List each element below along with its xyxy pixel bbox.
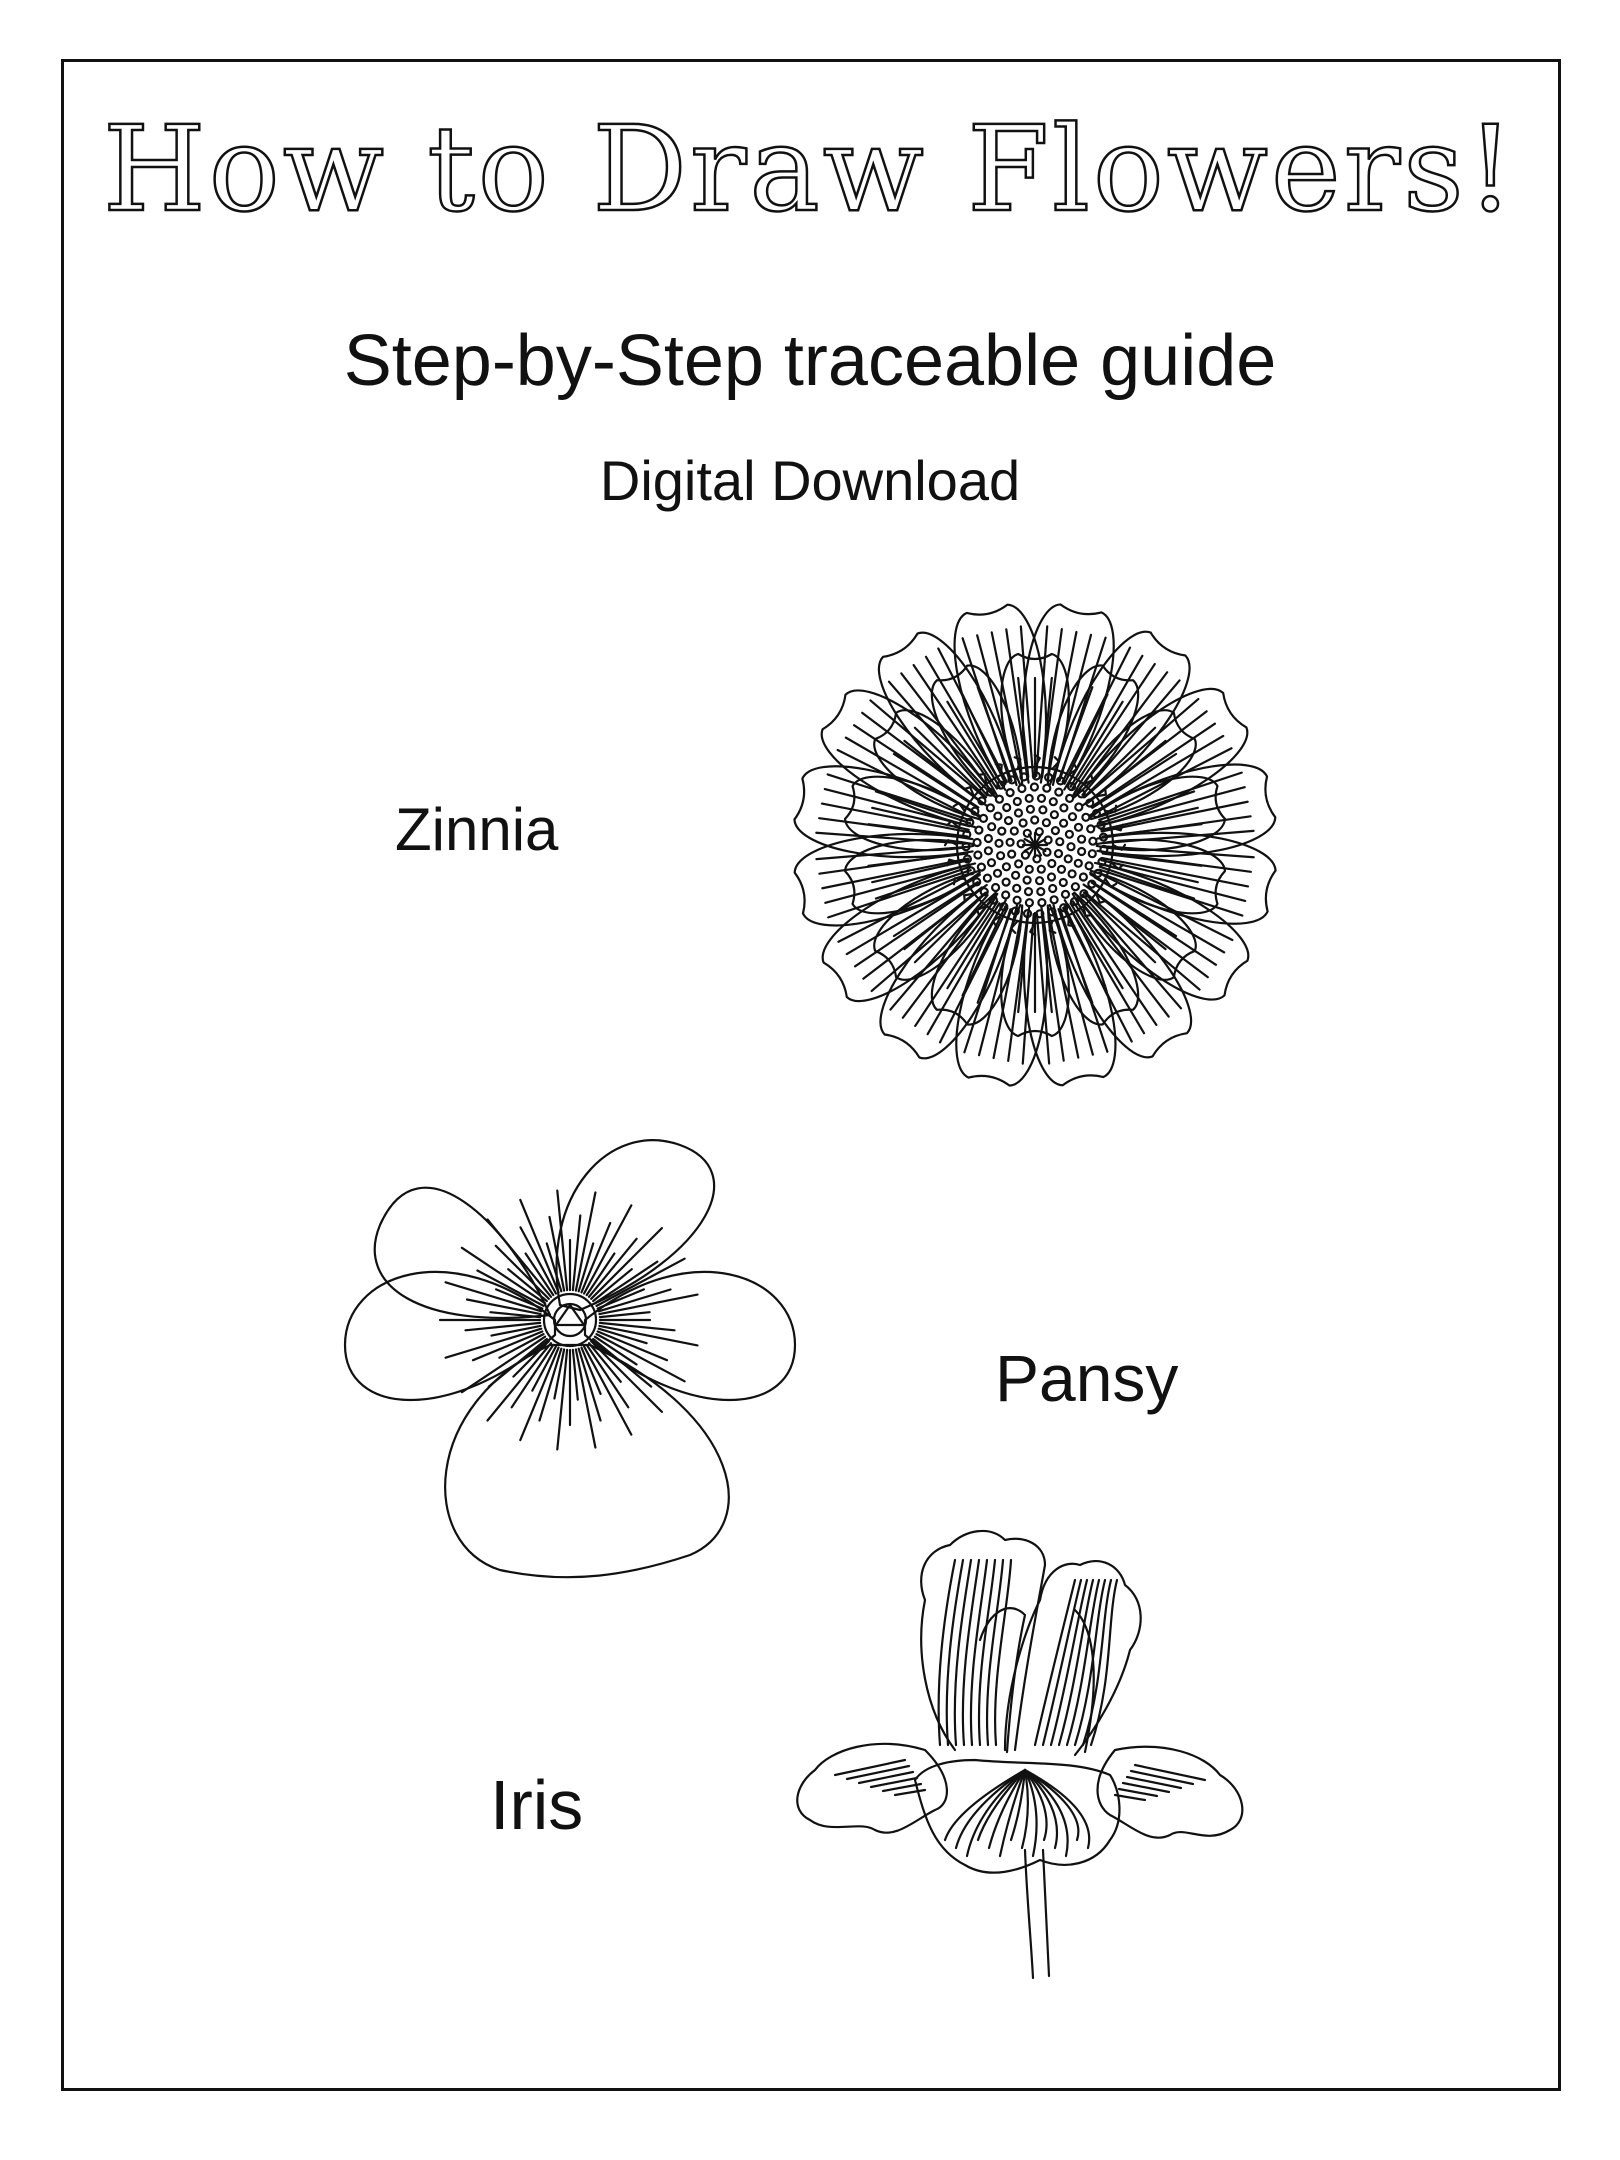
page-tagline: Digital Download (599, 449, 1021, 512)
pansy-illustration (335, 1110, 805, 1580)
page-title: How to Draw Flowers! (102, 100, 1518, 238)
pansy-label: Pansy (995, 1341, 1179, 1415)
iris-illustration (775, 1520, 1265, 1980)
page-subtitle: Step-by-Step traceable guide (343, 321, 1277, 401)
zinnia-label: Zinnia (395, 796, 559, 863)
zinnia-illustration (790, 600, 1280, 1090)
iris-label: Iris (490, 1766, 584, 1844)
